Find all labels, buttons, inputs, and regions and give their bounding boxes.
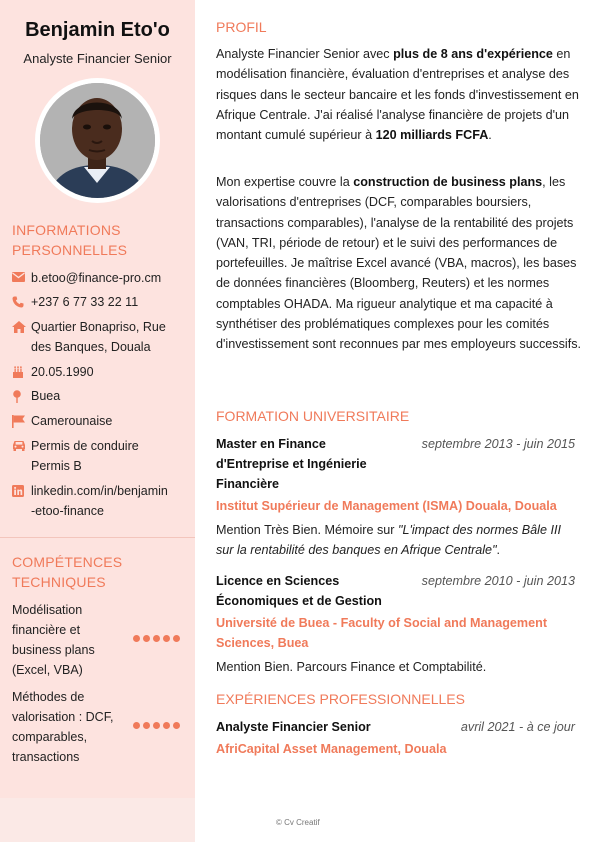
email-text[interactable]: b.etoo@finance-pro.cm bbox=[31, 271, 162, 285]
skill-label-line: business plans bbox=[12, 643, 95, 657]
skill-label-line: valorisation : DCF, bbox=[12, 710, 114, 724]
emphasis-span: plus de 8 ans d'expérience bbox=[393, 47, 553, 61]
license-row bbox=[12, 436, 190, 476]
education-title-line: Financière bbox=[216, 477, 279, 491]
skill-rating bbox=[133, 722, 180, 729]
sidebar-bottom-strip bbox=[0, 798, 195, 842]
linkedin-icon bbox=[12, 481, 31, 521]
profile-heading: PROFIL bbox=[216, 19, 267, 35]
footer-credit: © Cv Creatif bbox=[276, 818, 320, 827]
skill-label-line: Méthodes de bbox=[12, 690, 85, 704]
education-institution bbox=[216, 613, 581, 653]
skill-label bbox=[12, 687, 122, 767]
emphasis-span: construction de business plans bbox=[353, 175, 543, 189]
flag-icon bbox=[12, 411, 31, 431]
avatar bbox=[35, 78, 160, 203]
emphasis-span: 120 milliards FCFA bbox=[375, 128, 489, 143]
address-line-2: des Banques, Douala bbox=[31, 340, 151, 354]
skill-dot bbox=[143, 722, 150, 729]
linkedin-line-2: -etoo-finance bbox=[31, 504, 104, 518]
address-text bbox=[31, 317, 166, 357]
birthdate-row bbox=[12, 362, 190, 382]
personal-info-heading-line-2: PERSONNELLES bbox=[12, 242, 128, 258]
nationality-text: Camerounaise bbox=[31, 414, 113, 428]
phone-row bbox=[12, 292, 190, 312]
education-title-line: Économiques et de Gestion bbox=[216, 594, 382, 608]
text-span: en modélisation financière, évaluation d'entreprises et analyse des risques dans le secteur bancaire et les fonds d'investissement en Afrique Centrale. J'ai réalisé l'analyse financière de projets d'un montant cumulé supérieur à bbox=[216, 47, 579, 143]
location-pin-icon bbox=[12, 386, 31, 406]
home-icon bbox=[12, 317, 31, 357]
skill-item bbox=[12, 600, 190, 680]
education-title-line: Master en Finance bbox=[216, 437, 326, 451]
license-line-2: Permis B bbox=[31, 459, 82, 473]
education-title-line: d'Entreprise et Ingénierie bbox=[216, 457, 367, 471]
email-row bbox=[12, 268, 190, 288]
education-title-line: Licence en Sciences bbox=[216, 574, 340, 588]
education-date: septembre 2010 - juin 2013 bbox=[421, 574, 575, 588]
profile-photo bbox=[40, 83, 155, 198]
text-span: Mention Très Bien. Mémoire sur bbox=[216, 523, 398, 537]
license-line-1: Permis de conduire bbox=[31, 439, 139, 453]
skills-heading bbox=[12, 552, 122, 592]
education-title bbox=[216, 571, 416, 611]
education-title bbox=[216, 434, 396, 494]
birthplace-text: Buea bbox=[31, 389, 61, 403]
skill-dot bbox=[163, 635, 170, 642]
education-institution-line: Université de Buea - Faculty of Social and Management bbox=[216, 616, 548, 630]
experience-date: avril 2021 - à ce jour bbox=[460, 720, 575, 734]
skill-label-line: transactions bbox=[12, 750, 80, 764]
skill-label-line: financière et bbox=[12, 623, 81, 637]
profile-paragraph-1 bbox=[216, 44, 581, 145]
job-title: Analyste Financier Senior bbox=[23, 51, 172, 66]
address-row bbox=[12, 317, 190, 357]
skill-label-line: (Excel, VBA) bbox=[12, 663, 83, 677]
sidebar bbox=[0, 0, 195, 842]
envelope-icon bbox=[12, 268, 31, 288]
education-heading: FORMATION UNIVERSITAIRE bbox=[216, 408, 410, 424]
linkedin-text[interactable] bbox=[31, 481, 168, 521]
skill-label-line: comparables, bbox=[12, 730, 88, 744]
skills-heading-line-2: TECHNIQUES bbox=[12, 574, 106, 590]
address-line-1: Quartier Bonapriso, Rue bbox=[31, 320, 166, 334]
italic-span: "L'impact des normes Bâle III sur la rentabilité des banques en Afrique Centrale" bbox=[216, 523, 561, 557]
education-date: septembre 2013 - juin 2015 bbox=[421, 437, 575, 451]
education-institution-line: Sciences, Buea bbox=[216, 636, 309, 650]
skill-label bbox=[12, 600, 122, 680]
license-text bbox=[31, 436, 139, 476]
profile-paragraph-2 bbox=[216, 172, 581, 355]
skill-dot bbox=[133, 722, 140, 729]
nationality-row bbox=[12, 411, 190, 431]
skill-dot bbox=[163, 722, 170, 729]
linkedin-line-1: linkedin.com/in/benjamin bbox=[31, 484, 168, 498]
phone-icon bbox=[12, 292, 31, 312]
car-icon bbox=[12, 436, 31, 476]
skill-label-line: Modélisation bbox=[12, 603, 83, 617]
education-description bbox=[216, 520, 581, 560]
personal-info-heading-line-1: INFORMATIONS bbox=[12, 222, 121, 238]
text-span: . bbox=[496, 543, 501, 557]
experience-title: Analyste Financier Senior bbox=[216, 720, 371, 734]
skill-item bbox=[12, 687, 190, 767]
skill-dot bbox=[173, 635, 180, 642]
skill-dot bbox=[143, 635, 150, 642]
phone-text[interactable]: +237 6 77 33 22 11 bbox=[31, 295, 139, 309]
text-span: Analyste Financier Senior avec bbox=[216, 47, 394, 61]
birthplace-row bbox=[12, 386, 190, 406]
text-span: . bbox=[488, 128, 492, 143]
skill-dot bbox=[153, 635, 160, 642]
cake-icon bbox=[12, 362, 31, 382]
education-institution bbox=[216, 496, 581, 516]
skill-dot bbox=[133, 635, 140, 642]
skill-dot bbox=[153, 722, 160, 729]
text-span: , les valorisations d'entreprises (DCF, comparables boursiers, transactions comparables), l'analyse de la rentabilité des projets (VAN, TRI, période de retour) et le suivi des performances de portefeuilles. Je maîtrise Excel avancé (VBA, macros), les bases de données financières (Bloomberg, Reuters) et les normes comptables OHADA. Ma rigueur analytique et ma capacité à synthétiser des problématiques complexes pour les comités d'investissement sont reconnues par mes employeurs successifs. bbox=[216, 175, 581, 352]
text-span: Mon expertise couvre la bbox=[216, 175, 354, 189]
education-institution-line: Institut Supérieur de Management (ISMA) Douala, Douala bbox=[216, 499, 557, 513]
linkedin-row bbox=[12, 481, 190, 521]
education-description: Mention Bien. Parcours Finance et Comptabilité. bbox=[216, 660, 487, 674]
skills-heading-line-1: COMPÉTENCES bbox=[12, 554, 123, 570]
personal-info-heading bbox=[12, 220, 127, 260]
skill-dot bbox=[173, 722, 180, 729]
experience-heading: EXPÉRIENCES PROFESSIONNELLES bbox=[216, 691, 465, 707]
skill-rating bbox=[133, 635, 180, 642]
birthdate-text: 20.05.1990 bbox=[31, 365, 94, 379]
experience-company: AfriCapital Asset Management, Douala bbox=[216, 742, 447, 756]
sidebar-divider bbox=[0, 537, 195, 538]
person-name: Benjamin Eto'o bbox=[25, 19, 170, 41]
